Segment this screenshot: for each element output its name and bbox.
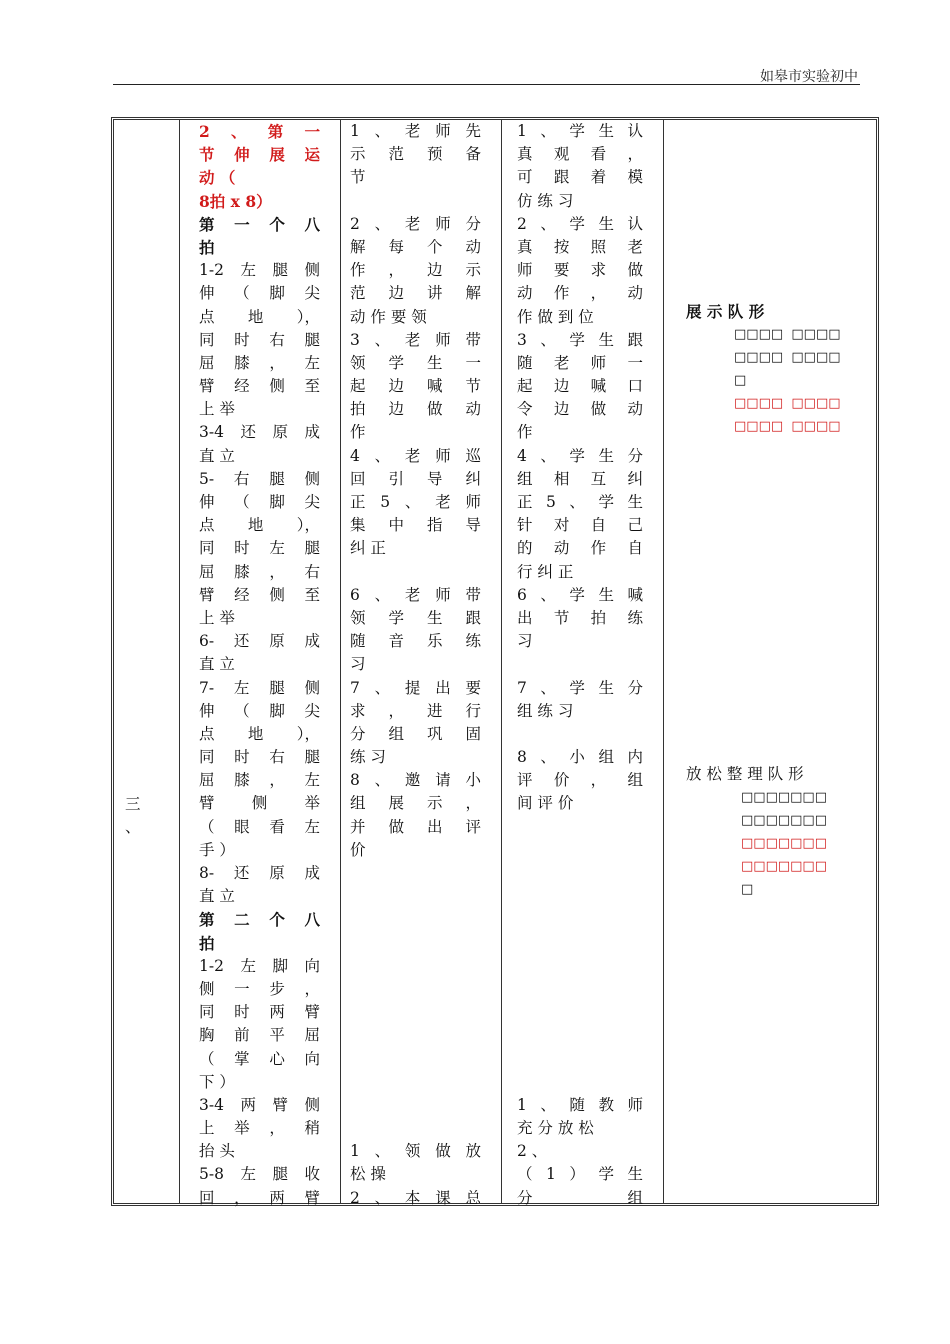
content-line: 点 地 ）， bbox=[199, 516, 320, 535]
teacher-line bbox=[350, 561, 481, 584]
content-line: 同 时 左 腿 bbox=[199, 539, 320, 558]
student-line bbox=[517, 839, 643, 862]
student-line bbox=[517, 885, 643, 908]
teacher-line bbox=[350, 1024, 481, 1047]
content-line: 7- 左 腿 侧 bbox=[199, 678, 320, 697]
teacher-line: 8 、 邀 请 小 bbox=[350, 771, 481, 790]
content-line: 1-2 左 脚 向 bbox=[199, 956, 320, 975]
content-line: 第 一 个 八 bbox=[199, 214, 320, 234]
teacher-line: 1 、 领 做 放 bbox=[350, 1142, 481, 1161]
student-line: 师 要 求 做 bbox=[517, 261, 643, 280]
teacher-line: 练 习 bbox=[350, 748, 386, 767]
content-line: 3-4 两 臂 侧 bbox=[199, 1095, 320, 1114]
teacher-line: 2 、 本 课 总 bbox=[350, 1188, 481, 1207]
column-divider bbox=[340, 120, 341, 1203]
show-formation-title: 展 示 队 形 bbox=[686, 302, 765, 321]
relax-formation-row: □□□□□□□ bbox=[741, 790, 827, 805]
student-line bbox=[517, 723, 643, 746]
content-line: 侧 一 步 ， bbox=[199, 979, 320, 998]
show-formation bbox=[686, 300, 841, 438]
student-line bbox=[517, 908, 643, 931]
student-line: 组 相 互 纠 bbox=[517, 469, 643, 488]
show-formation-row: □□□□ □□□□ bbox=[734, 350, 841, 365]
section-label bbox=[125, 793, 141, 839]
student-line: 组 练 习 bbox=[517, 701, 574, 720]
content-line: 回 ， 两 臂 bbox=[199, 1188, 320, 1207]
lesson-plan-table bbox=[111, 117, 879, 1206]
teacher-line: 作 bbox=[350, 423, 366, 442]
student-line: 评 价 ， 组 bbox=[517, 771, 643, 790]
content-line: 5-8 左 腿 收 bbox=[199, 1165, 320, 1184]
student-line: 2 、 bbox=[517, 1142, 548, 1161]
student-line: 随 老 师 一 bbox=[517, 353, 643, 372]
teacher-line: 范 边 讲 解 bbox=[350, 284, 481, 303]
column-divider bbox=[179, 120, 180, 1203]
teacher-line: 求 ， 进 行 bbox=[350, 701, 481, 720]
content-line: 拍 bbox=[199, 237, 215, 257]
teacher-line bbox=[350, 862, 481, 885]
teacher-line: 领 学 生 一 bbox=[350, 353, 481, 372]
content-line: 直 立 bbox=[199, 446, 235, 465]
content-line: 同 时 右 腿 bbox=[199, 748, 320, 767]
student-line bbox=[517, 816, 643, 839]
teacher-line: 习 bbox=[350, 655, 366, 674]
student-line: 7 、 学 生 分 bbox=[517, 678, 643, 697]
student-line: 针 对 自 己 bbox=[517, 516, 643, 535]
section-label-line: 、 bbox=[125, 818, 141, 836]
student-line: 6 、 学 生 喊 bbox=[517, 585, 643, 604]
student-line bbox=[517, 1024, 643, 1047]
relax-formation-title: 放 松 整 理 队 形 bbox=[686, 765, 804, 783]
student-line: 4 、 学 生 分 bbox=[517, 446, 643, 465]
student-line: 的 动 作 自 bbox=[517, 539, 643, 558]
content-line: 伸 （ 脚 尖 bbox=[199, 284, 320, 303]
content-line: 下 ） bbox=[199, 1072, 235, 1091]
teacher-line bbox=[350, 1071, 481, 1094]
student-line: 正 5 、 学 生 bbox=[517, 493, 643, 511]
teacher-line: 6 、 老 师 带 bbox=[350, 585, 481, 604]
column-divider bbox=[501, 120, 502, 1203]
content-line: （ 掌 心 向 bbox=[199, 1049, 320, 1068]
content-line: 胸 前 平 屈 bbox=[199, 1026, 320, 1045]
student-line bbox=[517, 978, 643, 1001]
relax-formation bbox=[686, 763, 866, 901]
teacher-line: 4 、 老 师 巡 bbox=[350, 446, 481, 465]
content-line: 臂 经 侧 至 bbox=[199, 377, 320, 396]
teacher-line: 3 、 老 师 带 bbox=[350, 330, 481, 349]
teacher-line: 作 ， 边 示 bbox=[350, 261, 481, 280]
content-line: 屈 膝 ， 右 bbox=[199, 562, 320, 581]
content-line: （ 眼 看 左 bbox=[199, 817, 320, 836]
student-line: 8 、 小 组 内 bbox=[517, 748, 643, 767]
content-line: 屈 膝 ， 左 bbox=[199, 353, 320, 372]
teacher-line: 节 bbox=[350, 168, 366, 187]
student-line: 1 、 随 教 师 bbox=[517, 1095, 643, 1114]
teacher-line: 集 中 指 导 bbox=[350, 516, 481, 535]
relax-formation-row: □□□□□□□ bbox=[741, 859, 827, 874]
show-formation-row: □ bbox=[734, 373, 747, 388]
teacher-line: 解 每 个 动 bbox=[350, 237, 481, 256]
teacher-line bbox=[350, 1048, 481, 1071]
teacher-line: 正 5 、 老 师 bbox=[350, 493, 481, 511]
student-line bbox=[517, 955, 643, 978]
content-line: 伸 （ 脚 尖 bbox=[199, 701, 320, 720]
teacher-line: 价 bbox=[350, 840, 366, 859]
teacher-line: 随 音 乐 练 bbox=[350, 632, 481, 651]
header-rule bbox=[113, 84, 860, 85]
show-formation-row: □□□□ □□□□ bbox=[734, 396, 841, 411]
student-line: 真 按 照 老 bbox=[517, 237, 643, 256]
student-activity-column bbox=[517, 120, 643, 1210]
relax-formation-row: □□□□□□□ bbox=[741, 813, 827, 828]
student-line: 3 、 学 生 跟 bbox=[517, 330, 643, 349]
student-line: 作 做 到 位 bbox=[517, 307, 594, 326]
student-line bbox=[517, 1048, 643, 1071]
teacher-line: 回 引 导 纠 bbox=[350, 469, 481, 488]
content-line: 拍 bbox=[199, 933, 215, 953]
teacher-line bbox=[350, 1117, 481, 1140]
student-line: 充 分 放 松 bbox=[517, 1119, 594, 1138]
student-line: 令 边 做 动 bbox=[517, 400, 643, 419]
teacher-line: 1 、 老 师 先 bbox=[350, 122, 481, 140]
student-line: 2 、 学 生 认 bbox=[517, 214, 643, 233]
teacher-line bbox=[350, 978, 481, 1001]
student-line bbox=[517, 1071, 643, 1094]
teacher-line: 并 做 出 评 bbox=[350, 817, 481, 836]
content-line: 臂 侧 举 bbox=[199, 794, 320, 813]
show-formation-row: □□□□ □□□□ bbox=[734, 419, 841, 434]
teacher-line: 起 边 喊 节 bbox=[350, 377, 481, 396]
teacher-line: 动 作 要 领 bbox=[350, 307, 427, 326]
teacher-activity-column bbox=[350, 120, 481, 1210]
teacher-line: 示 范 预 备 bbox=[350, 145, 481, 164]
header-school-name: 如皋市实验初中 bbox=[760, 69, 858, 85]
content-line: 点 地 ）， bbox=[199, 307, 320, 326]
student-line: 仿 练 习 bbox=[517, 191, 574, 210]
content-line: 8拍 x 8） bbox=[199, 191, 272, 211]
student-line: 1 、 学 生 认 bbox=[517, 122, 643, 140]
content-line: 8- 还 原 成 bbox=[199, 864, 320, 882]
content-line: 抬 头 bbox=[199, 1142, 235, 1161]
student-line: 起 边 喊 口 bbox=[517, 377, 643, 396]
teacher-line bbox=[350, 885, 481, 908]
content-line: 上 举 bbox=[199, 608, 235, 627]
relax-formation-row: □□□□□□□ bbox=[741, 836, 827, 851]
student-line bbox=[517, 932, 643, 955]
content-line: 1-2 左 腿 侧 bbox=[199, 261, 320, 280]
student-line: 作 bbox=[517, 423, 533, 442]
show-formation-row: □□□□ □□□□ bbox=[734, 327, 841, 342]
content-line: 6- 还 原 成 bbox=[199, 632, 320, 651]
content-line: 点 地 ）， bbox=[199, 724, 320, 743]
teacher-line bbox=[350, 1094, 481, 1117]
student-line bbox=[517, 862, 643, 885]
content-line: 2 、 第 一 bbox=[199, 122, 320, 141]
student-line: 可 跟 着 模 bbox=[517, 168, 643, 187]
student-line bbox=[517, 653, 643, 676]
teacher-line: 2 、 老 师 分 bbox=[350, 214, 481, 233]
teacher-line bbox=[350, 190, 481, 213]
teacher-line: 7 、 提 出 要 bbox=[350, 678, 481, 697]
student-line: （ 1 ） 学 生 bbox=[517, 1165, 643, 1184]
student-line: 出 节 拍 练 bbox=[517, 608, 643, 627]
student-line: 分 组 bbox=[517, 1188, 643, 1207]
teacher-line: 组 展 示 ， bbox=[350, 794, 481, 813]
teacher-line bbox=[350, 955, 481, 978]
content-line: 同 时 两 臂 bbox=[199, 1003, 320, 1022]
content-line: 臂 经 侧 至 bbox=[199, 585, 320, 604]
student-line: 真 观 看 ， bbox=[517, 145, 643, 164]
teacher-line: 松 操 bbox=[350, 1165, 386, 1184]
student-line: 间 评 价 bbox=[517, 794, 574, 813]
teacher-line bbox=[350, 908, 481, 931]
teacher-line bbox=[350, 932, 481, 955]
teacher-line bbox=[350, 1001, 481, 1024]
relax-formation-row: □ bbox=[741, 882, 754, 897]
content-line: 节 伸 展 运 bbox=[199, 145, 320, 165]
content-line: 5- 右 腿 侧 bbox=[199, 469, 320, 488]
content-line: 屈 膝 ， 左 bbox=[199, 771, 320, 790]
content-line: 直 立 bbox=[199, 655, 235, 674]
content-line: 动 （ bbox=[199, 168, 236, 188]
content-line: 直 立 bbox=[199, 887, 235, 906]
teacher-line: 分 组 巩 固 bbox=[350, 724, 481, 743]
content-line: 第 二 个 八 bbox=[199, 910, 320, 930]
content-line: 上 举 ， 稍 bbox=[199, 1119, 320, 1138]
content-line: 伸 （ 脚 尖 bbox=[199, 493, 320, 511]
student-line: 习 bbox=[517, 632, 533, 651]
teacher-line: 拍 边 做 动 bbox=[350, 400, 481, 419]
student-line bbox=[517, 1001, 643, 1024]
section-label-line: 三 bbox=[125, 795, 141, 813]
content-column bbox=[199, 120, 320, 1210]
column-divider bbox=[663, 120, 664, 1203]
content-line: 手 ） bbox=[199, 840, 235, 859]
content-line: 上 举 bbox=[199, 400, 235, 419]
teacher-line: 纠 正 bbox=[350, 539, 386, 558]
content-line: 3-4 还 原 成 bbox=[199, 423, 320, 442]
student-line: 行 纠 正 bbox=[517, 562, 574, 581]
content-line: 同 时 右 腿 bbox=[199, 330, 320, 349]
teacher-line: 领 学 生 跟 bbox=[350, 608, 481, 627]
student-line: 动 作 ， 动 bbox=[517, 284, 643, 303]
